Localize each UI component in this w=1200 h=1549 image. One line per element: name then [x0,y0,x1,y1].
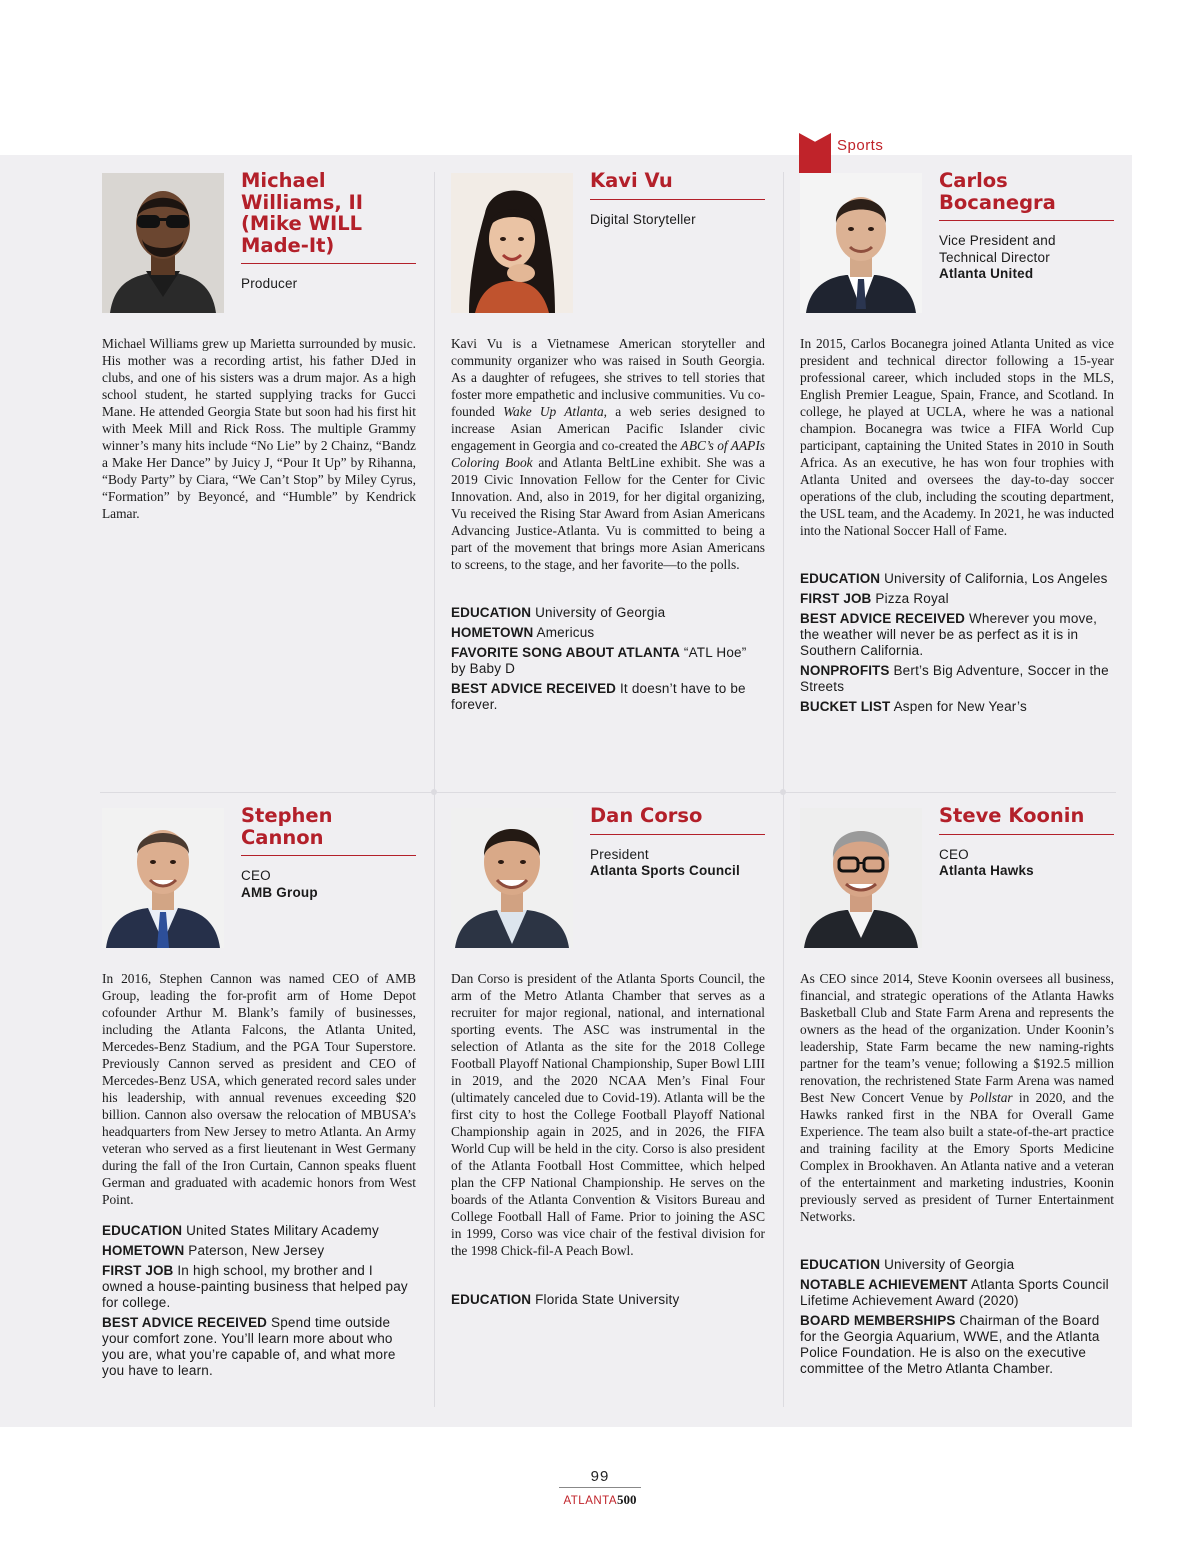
profile-name: Kavi Vu [590,170,765,200]
section-label: Sports [837,137,884,154]
fact-label: BUCKET LIST [800,699,891,714]
fact-list [800,571,1114,719]
portrait-photo [800,808,922,948]
fact-label: HOMETOWN [451,625,534,640]
fact-value: Bert’s Big Adventure, Soccer in the Streets [800,663,1109,694]
profile-bio [800,970,1114,1225]
profile-entry [451,804,765,1328]
divider-dot [780,789,786,795]
profile-role [939,233,1114,283]
profile-header [939,805,1114,880]
fact-value: In high school, my brother and I owned a house-painting business that helped pay for college. [102,1263,408,1310]
portrait-photo [102,808,224,948]
fact-item [800,611,1114,659]
bio-text: As CEO since 2014, Steve Koonin oversees all business, financial, and strategic operations of the Atlanta Hawks Basketball Club and State Farm Arena and represents the owners as the head of the organization. Under Koonin’s leadership, State Farm became the new naming-rights partner for the team’s venue; following a $192.5 million renovation, the rechristened State Farm Arena was named Best New Concert Venue by [800,971,1114,1105]
fact-label: FIRST JOB [102,1263,174,1278]
portrait-photo [800,173,922,313]
fact-label: FIRST JOB [800,591,872,606]
fact-value: Aspen for New Year’s [893,699,1027,714]
fact-label: EDUCATION [800,1257,881,1272]
profile-bio: In 2015, Carlos Bocanegra joined Atlanta United as vice president and technical director following a 15-year professional career, which included stops in the MLS, English Premier League, Spain, France, and Scotland. In college, he played at UCLA, where he was a national champion. Bocanegra was twice a FIFA World Cup participant, captaining the United States in 2010 in South Africa. As an executive, he has won four trophies with Atlanta United and oversees the day-to-day soccer operations of the club, including the scouting department, the USL team, and the Academy. In 2021, he was inducted into the National Soccer Hall of Fame. [800,336,1114,538]
fact-item [451,625,765,641]
bio-text: , a web series designed to increase Asian American Pacific Islander civic engagement in Georgia and co-created the [451,404,765,453]
fact-label: EDUCATION [451,1292,532,1307]
fact-item [102,1243,416,1259]
profile-role [590,212,765,229]
bookmark-icon [799,133,831,173]
fact-value: Pizza Royal [875,591,949,606]
fact-value: Wherever you move, the weather will never be as perfect as it is in Southern California. [800,611,1098,658]
fact-label: EDUCATION [102,1223,183,1238]
profile-role [939,847,1114,880]
profile-entry [102,169,416,533]
fact-label: BEST ADVICE RECEIVED [102,1315,268,1330]
portrait-photo [102,173,224,313]
profile-header [241,805,416,901]
profile-header [590,805,765,880]
fact-item [451,681,765,713]
fact-list [451,1292,765,1312]
bio-text: Kavi Vu is a Vietnamese American storyteller and community organizer who was raised in South Georgia. As a daughter of refugees, she strives to tell stories that foster more empathetic and inclusive communities. Vu co-founded [451,336,765,419]
fact-label: HOMETOWN [102,1243,185,1258]
profile-entry [800,169,1114,763]
fact-label: NONPROFITS [800,663,890,678]
fact-label: EDUCATION [800,571,881,586]
profile-bio: Michael Williams grew up Marietta surrounded by music. His mother was a recording artist, his father DJed in clubs, and one of his sisters was a drum major. As a high school student, he started supplying tracks for Gucci Mane. He attended Georgia State but soon had his first hit with Meek Mill and Rick Ross. The multiple Grammy winner’s many hits include “No Lie” by 2 Chainz, “Bandz a Make Her Dance” by Juicy J, “Pour It Up” by Rihanna, “Body Party” by Ciara, “We Can’t Stop” by Miley Cyrus, “Formation” by Beyoncé, and “Humble” by Kendrick Lamar. [102,336,416,521]
fact-value: United States Military Academy [186,1223,379,1238]
profile-role [590,847,765,880]
fact-item [451,605,765,621]
profile-name: Dan Corso [590,805,765,835]
fact-label: BOARD MEMBERSHIPS [800,1313,956,1328]
portrait-photo [451,808,573,948]
fact-value: It doesn’t have to be forever. [451,681,746,712]
profile-title: Digital Storyteller [590,211,696,227]
profile-bio [451,335,765,573]
bio-italic-title: Wake Up Atlanta [503,404,604,419]
profile-entry [451,169,765,733]
fact-item [451,645,765,677]
fact-item [800,591,1114,607]
fact-item [800,1257,1114,1273]
fact-value: Chairman of the Board for the Georgia Aquarium, WWE, and the Atlanta Police Foundation. He is also on the executive committee of the Metro Atlanta Chamber. [800,1313,1100,1376]
profile-org: Atlanta Hawks [939,863,1034,878]
profile-entry [102,804,416,1388]
profile-org: AMB Group [241,884,318,900]
profile-name: Steve Koonin [939,805,1114,835]
page-footer [540,1468,660,1509]
profile-org: Atlanta United [939,266,1034,281]
bio-italic-title: Pollstar [969,1090,1013,1105]
fact-item [102,1315,416,1379]
profile-header [241,170,416,293]
fact-list [102,1223,416,1383]
fact-item [451,1292,765,1308]
fact-value: University of Georgia [884,1257,1015,1272]
profile-org: Atlanta Sports Council [590,863,740,878]
page-number: 99 [590,1468,610,1485]
profile-bio: In 2016, Stephen Cannon was named CEO of AMB Group, leading the for-profit arm of Home Depot cofounder Arthur M. Blank’s family of businesses, including the Atlanta Falcons, the Atlanta United, Mercedes-Benz Stadium, and the PGA Tour Superstore. Previously Cannon served as president and CEO of Mercedes-Benz USA, which generated record sales under his leadership, with annual revenues exceeding $20 billion. Cannon also oversaw the relocation of MBUSA’s headquarters from New Jersey to metro Atlanta. An Army veteran who served as a first lieutenant in West Germany during the fall of the Iron Curtain, Cannon speaks fluent German and graduated with academic honors from West Point. [102,971,416,1207]
profile-title: Vice President and Technical Director [939,233,1056,265]
fact-label: BEST ADVICE RECEIVED [451,681,617,696]
fact-value: University of California, Los Angeles [884,571,1108,586]
fact-list [451,605,765,717]
fact-value: Paterson, New Jersey [188,1243,325,1258]
fact-value: Americus [536,625,595,640]
fact-item [800,1313,1114,1377]
profile-entry [800,804,1114,1408]
row-divider [100,792,1116,793]
profile-header [939,170,1114,283]
fact-item [102,1223,416,1239]
footer-rule [559,1487,641,1488]
profile-title: President [590,846,649,862]
bio-text: and Atlanta BeltLine exhibit. She was a 2019 Civic Innovation Fellow for the Center for Civic Innovation. And, also in 2019, for her digital organizing, Vu received the Rising Star Award from Asian Americans Advancing Justice-Atlanta. Vu is committed to being a part of the movement that brings more Asian Americans to screens, to the stage, and her favorite—to the polls. [451,455,765,572]
fact-value: University of Georgia [535,605,666,620]
fact-label: BEST ADVICE RECEIVED [800,611,966,626]
brand-number: 500 [617,1492,637,1507]
fact-item [800,1277,1114,1309]
profile-name: Carlos Bocanegra [939,170,1114,221]
profile-role [241,276,416,293]
brand-name: ATLANTA [563,1495,618,1507]
divider-dot [431,789,437,795]
profile-name: Stephen Cannon [241,805,416,856]
profile-bio: Dan Corso is president of the Atlanta Sports Council, the arm of the Metro Atlanta Chamber that serves as a recruiter for major regional, national, and international sporting events. The ASC was instrumental in the selection of Atlanta as the site for the 2018 College Football Playoff National Championship, Super Bowl LIII in 2019, and the 2020 NCAA Men’s Final Four (ultimately canceled due to Covid-19). Atlanta will be the first city to host the College Football Playoff National Championship again in 2025, and in 2026, the FIFA World Cup will be held in the city. Corso is also president of the Atlanta Football Host Committee, which helped plan the CFP National Championship. He serves on the boards of the Atlanta Convention & Visitors Bureau and College Football Hall of Fame. Prior to joining the ASC in 1999, Corso was vice chair of the festival division for the 1998 Chick-fil-A Peach Bowl. [451,971,765,1258]
profile-name: Michael Williams, II (Mike WILL Made-It) [241,170,416,264]
fact-label: FAVORITE SONG ABOUT ATLANTA [451,645,680,660]
fact-item [102,1263,416,1311]
fact-item [800,571,1114,587]
fact-value: Atlanta Sports Council Lifetime Achievement Award (2020) [800,1277,1109,1308]
profile-role [241,868,416,901]
profile-title: Producer [241,276,298,291]
portrait-photo [451,173,573,313]
profile-header [590,170,765,228]
publication-brand [540,1491,660,1509]
fact-value: Spend time outside your comfort zone. You’ll learn more about who you are, what you’re capable of, and what more you have to learn. [102,1315,396,1378]
fact-list [800,1257,1114,1381]
fact-label: NOTABLE ACHIEVEMENT [800,1277,968,1292]
fact-value: Florida State University [535,1292,680,1307]
profile-title: CEO [939,846,969,862]
fact-label: EDUCATION [451,605,532,620]
fact-item [800,699,1114,715]
fact-item [800,663,1114,695]
bio-italic-title: ABC’s of AAPIs Coloring Book [451,438,765,470]
fact-value: “ATL Hoe” by Baby D [451,645,747,676]
profile-title: CEO [241,868,271,883]
bio-text: in 2020, and the Hawks ranked first in the NBA for Overall Game Experience. The team also built a state-of-the-art practice and training facility at the Emory Sports Medicine Complex in Brookhaven. An Atlanta native and a veteran of the entertainment and marketing industries, Koonin previously served as president of Turner Entertainment Networks. [800,1090,1114,1224]
